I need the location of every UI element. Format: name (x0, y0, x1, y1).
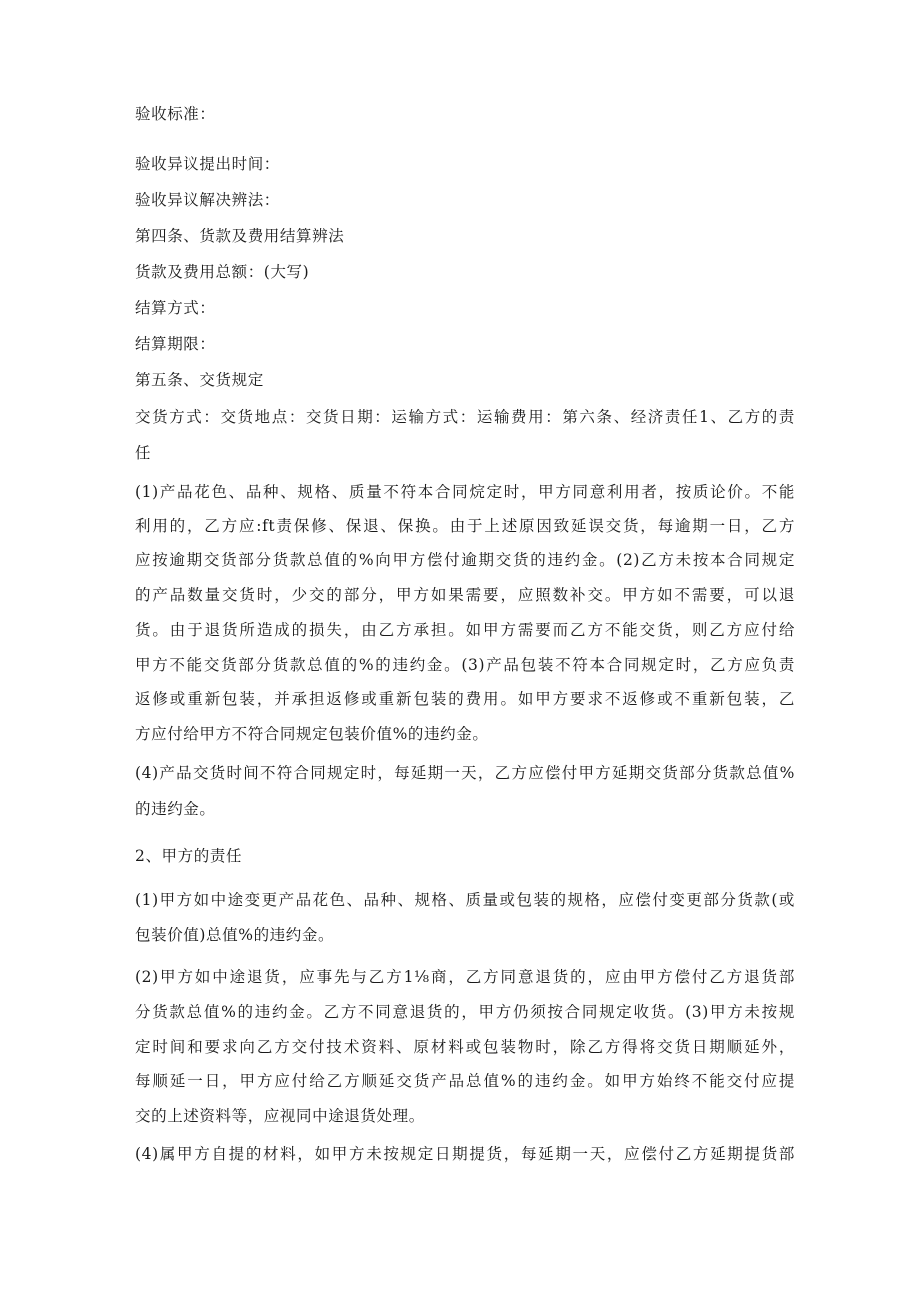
party-b-clause-line: 应按逾期交货部分货款总值的%向甲方偿付逾期交货的违约金。(2)乙方未按本合同规定 (135, 551, 795, 569)
party-b-clause-line: (1)产品花色、品种、规格、质量不符本合同烷定时，甲方同意利用者，按质论价。不能 (135, 483, 795, 501)
party-b-clause-4-line: 的违约金。 (135, 800, 216, 818)
acceptance-objection-time-label: 验收异议提出时间： (135, 155, 280, 173)
party-b-clause-line: 甲方不能交货部分货款总值的%的违约金。(3)产品包装不符本合同规定时，乙方应负责 (135, 656, 795, 674)
delivery-terms-line: 交货方式：交货地点：交货日期：运输方式：运输费用：第六条、经济责任1、乙方的责 (135, 408, 795, 426)
party-a-clause-line: 定时间和要求向乙方交付技术资料、原材料或包装物时，除乙方得将交货日期顺延外， (135, 1038, 795, 1056)
party-a-clause-1-line: (1)甲方如中途变更产品花色、品种、规格、质量或包装的规格，应偿付变更部分货款(或 (135, 891, 795, 909)
party-a-clause-line: 交的上述资料等，应视同中途退货处理。 (135, 1107, 425, 1125)
party-a-clause-4-line: (4)属甲方自提的材料，如甲方未按规定日期提货，每延期一天，应偿付乙方延期提货部 (135, 1145, 795, 1163)
party-b-clause-line: 的产品数量交货时，少交的部分，甲方如果需要，应照数补交。甲方如不需要，可以退 (135, 586, 795, 604)
article-4-heading: 第四条、货款及费用结算辨法 (135, 227, 345, 245)
party-b-clause-line: 返修或重新包装，并承担返修或重新包装的费用。如甲方要求不返修或不重新包装，乙 (135, 690, 795, 708)
settlement-period-label: 结算期限： (135, 335, 216, 353)
delivery-terms-continuation: 任 (135, 444, 152, 462)
party-a-clause-1-line: 包装价值)总值%的违约金。 (135, 926, 335, 944)
party-a-clause-line: 每顺延一日，甲方应付给乙方顺延交货产品总值%的违约金。如甲方始终不能交付应提 (135, 1072, 795, 1090)
party-a-clause-line: 分货款总值%的违约金。乙方不同意退货的，甲方仍须按合同规定收货。(3)甲方未按规 (135, 1003, 795, 1021)
article-5-heading: 第五条、交货规定 (135, 371, 264, 389)
party-b-clause-4-line: (4)产品交货时间不符合同规定时，每延期一天，乙方应偿付甲方延期交货部分货款总值% (135, 764, 795, 782)
party-b-clause-line: 利用的，乙方应:ft责保修、保退、保换。由于上述原因致延误交货，每逾期一日，乙方 (135, 517, 795, 535)
acceptance-objection-resolution-label: 验收异议解决辨法： (135, 191, 280, 209)
acceptance-standard-label: 验收标准： (135, 105, 216, 123)
total-amount-label: 货款及费用总额：(大写) (135, 263, 310, 281)
party-a-clause-line: (2)甲方如中途退货，应事先与乙方1⅛商，乙方同意退货的，应由甲方偿付乙方退货部 (135, 968, 795, 986)
party-b-clause-line: 货。由于退货所造成的损失，由乙方承担。如甲方需要而乙方不能交货，则乙方应付给 (135, 621, 795, 639)
party-a-responsibility-heading: 2、甲方的责任 (135, 847, 243, 865)
party-b-clause-line: 方应付给甲方不符合同规定包装价值%的违约金。 (135, 725, 489, 743)
settlement-method-label: 结算方式： (135, 299, 216, 317)
